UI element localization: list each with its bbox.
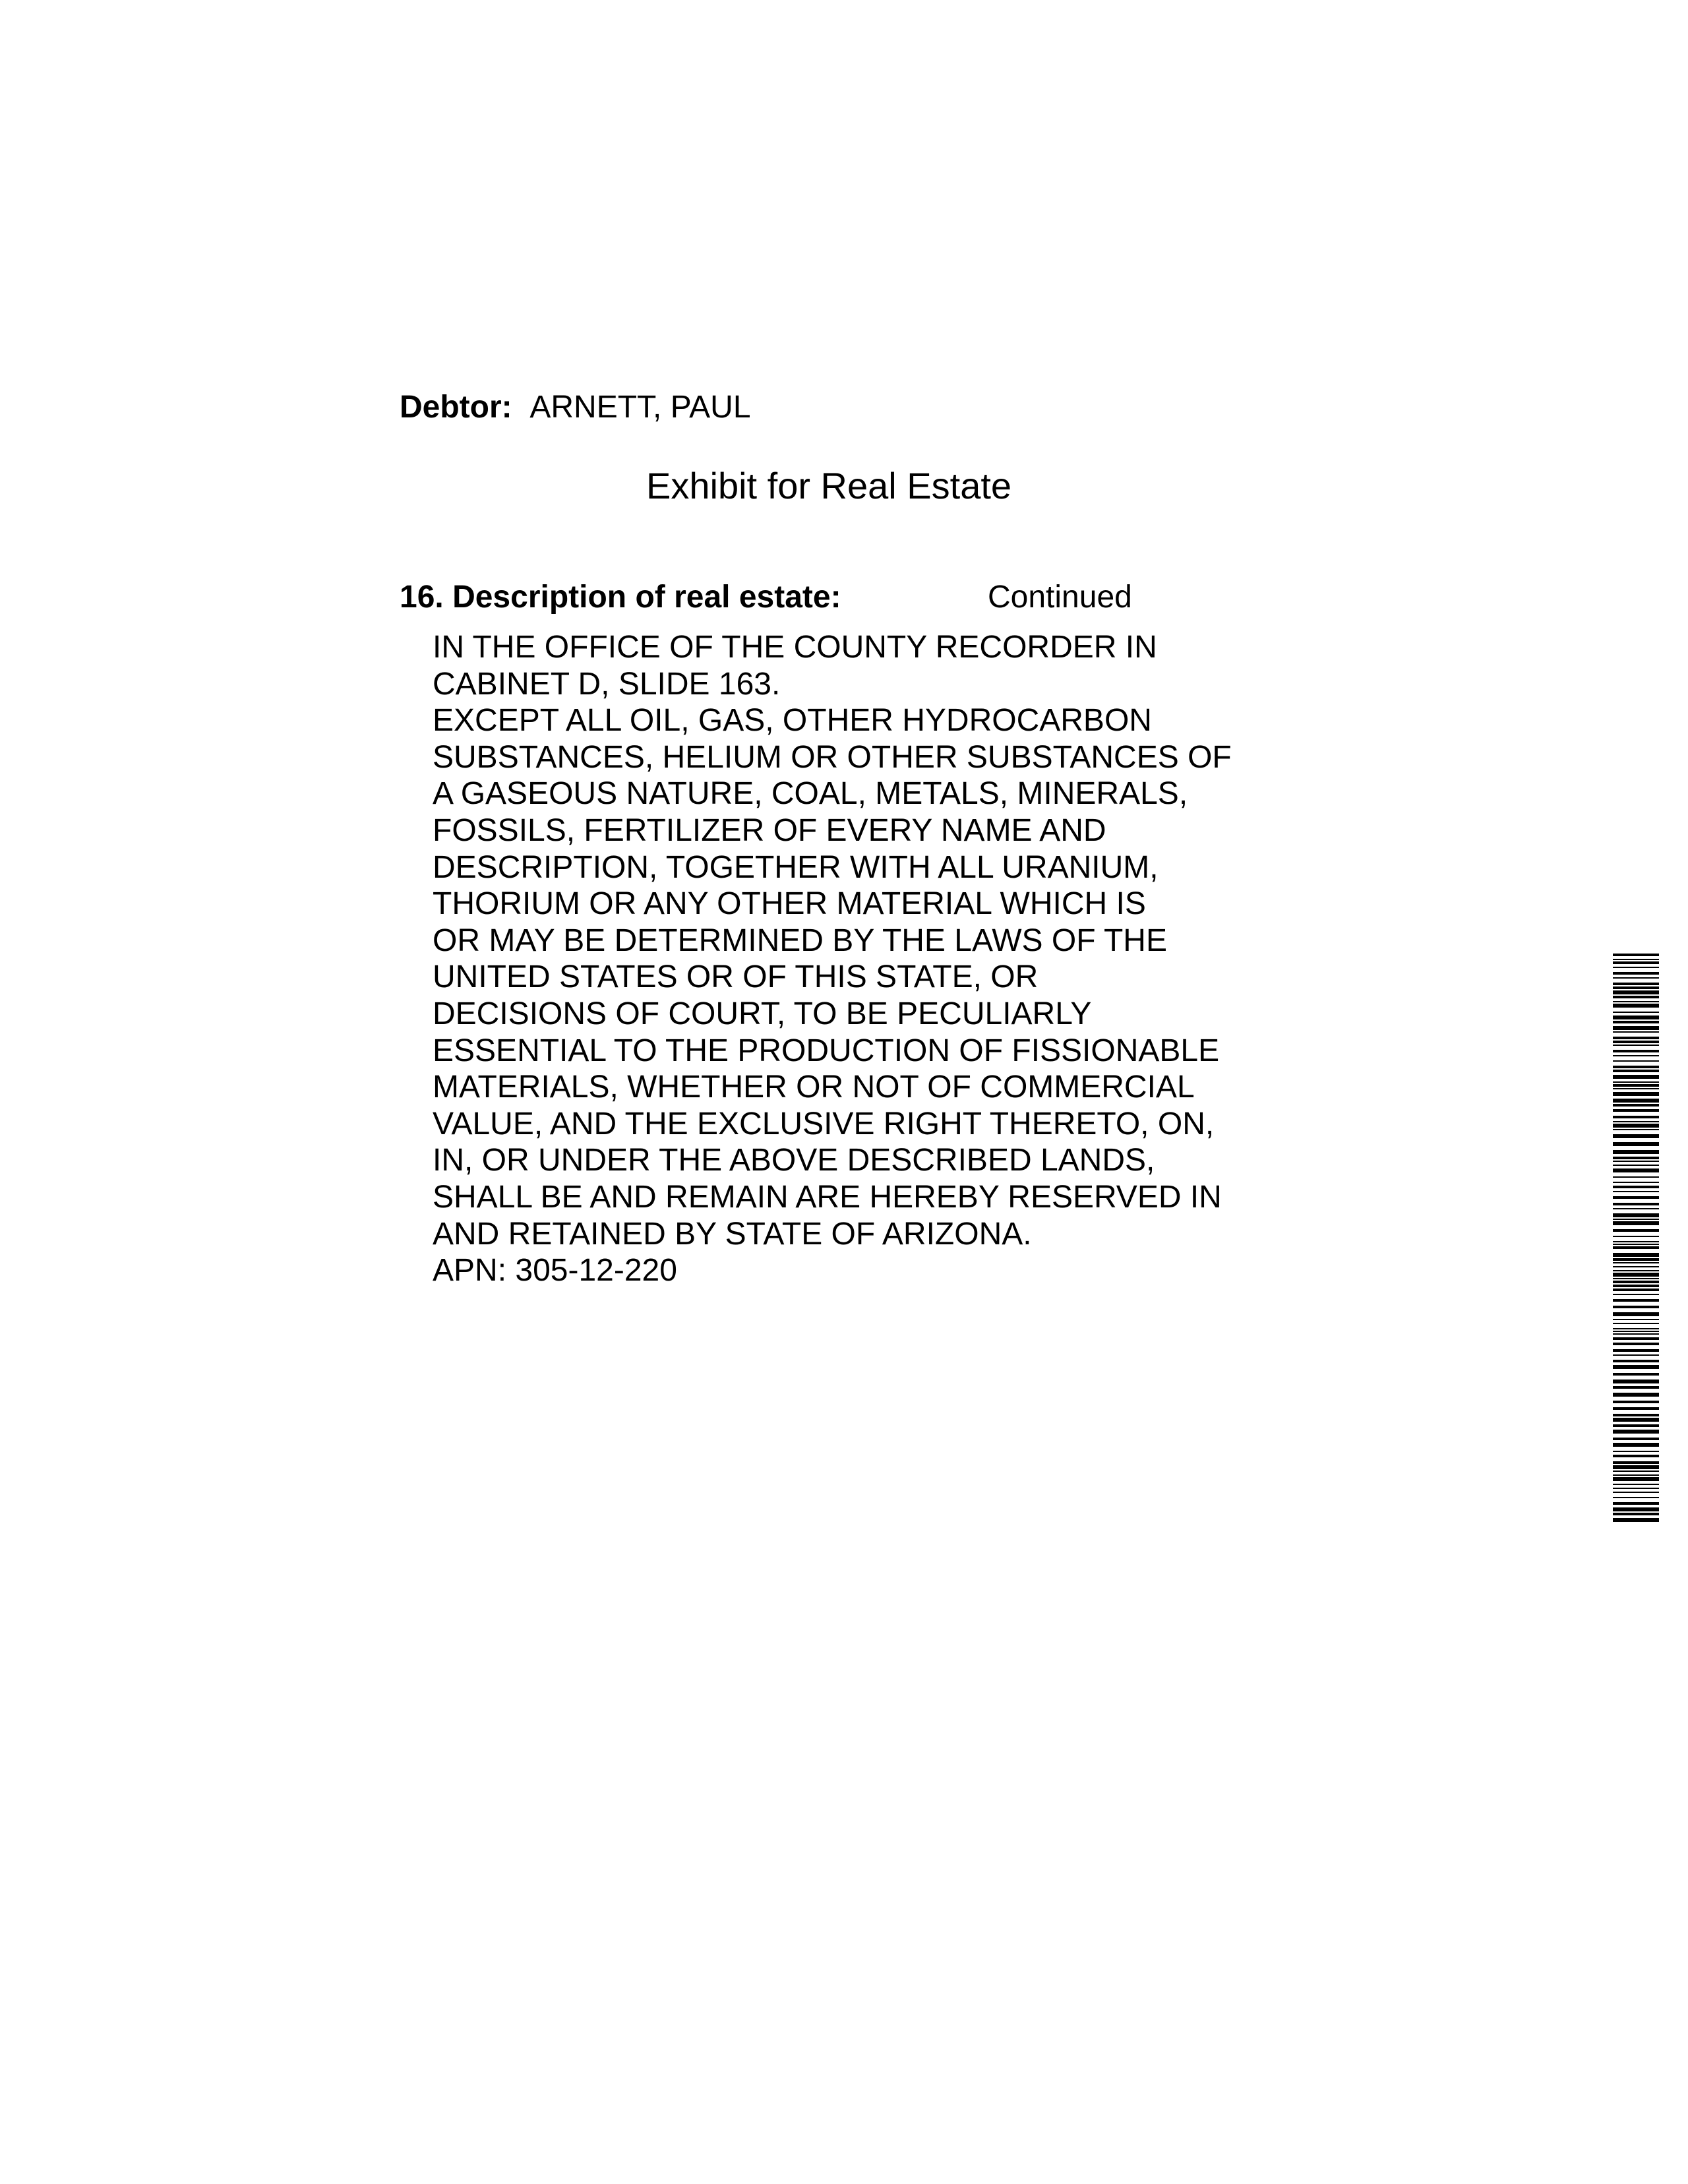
legal-description [433,629,1232,1289]
description-line: IN THE OFFICE OF THE COUNTY RECORDER IN [433,630,1157,665]
description-line: CABINET D, SLIDE 163. [433,666,781,702]
continued-label: Continued [988,580,1132,615]
debtor-name: ARNETT, PAUL [529,390,751,425]
description-line: DESCRIPTION, TOGETHER WITH ALL URANIUM, [433,849,1159,885]
description-line: MATERIALS, WHETHER OR NOT OF COMMERCIAL [433,1070,1195,1105]
description-line: ESSENTIAL TO THE PRODUCTION OF FISSIONABLE [433,1033,1220,1068]
description-line: SHALL BE AND REMAIN ARE HEREBY RESERVED IN [433,1179,1222,1215]
section-heading: 16. Description of real estate: [400,580,841,615]
barcode-icon [1613,954,1659,1522]
debtor-label: Debtor: [400,390,512,425]
description-line: OR MAY BE DETERMINED BY THE LAWS OF THE [433,923,1167,958]
description-line: UNITED STATES OR OF THIS STATE, OR [433,959,1039,995]
description-line: THORIUM OR ANY OTHER MATERIAL WHICH IS [433,886,1146,922]
description-line: EXCEPT ALL OIL, GAS, OTHER HYDROCARBON [433,703,1152,739]
description-line: SUBSTANCES, HELIUM OR OTHER SUBSTANCES OF [433,739,1232,775]
description-line: APN: 305-12-220 [433,1253,677,1289]
description-line: AND RETAINED BY STATE OF ARIZONA. [433,1216,1032,1252]
description-line: A GASEOUS NATURE, COAL, METALS, MINERALS, [433,776,1188,812]
page-title: Exhibit for Real Estate [646,465,1012,506]
description-line: IN, OR UNDER THE ABOVE DESCRIBED LANDS, [433,1143,1155,1178]
debtor-line [400,388,751,427]
description-line: VALUE, AND THE EXCLUSIVE RIGHT THERETO, ON, [433,1106,1215,1141]
description-line: DECISIONS OF COURT, TO BE PECULIARLY [433,996,1092,1031]
description-line: FOSSILS, FERTILIZER OF EVERY NAME AND [433,812,1106,848]
